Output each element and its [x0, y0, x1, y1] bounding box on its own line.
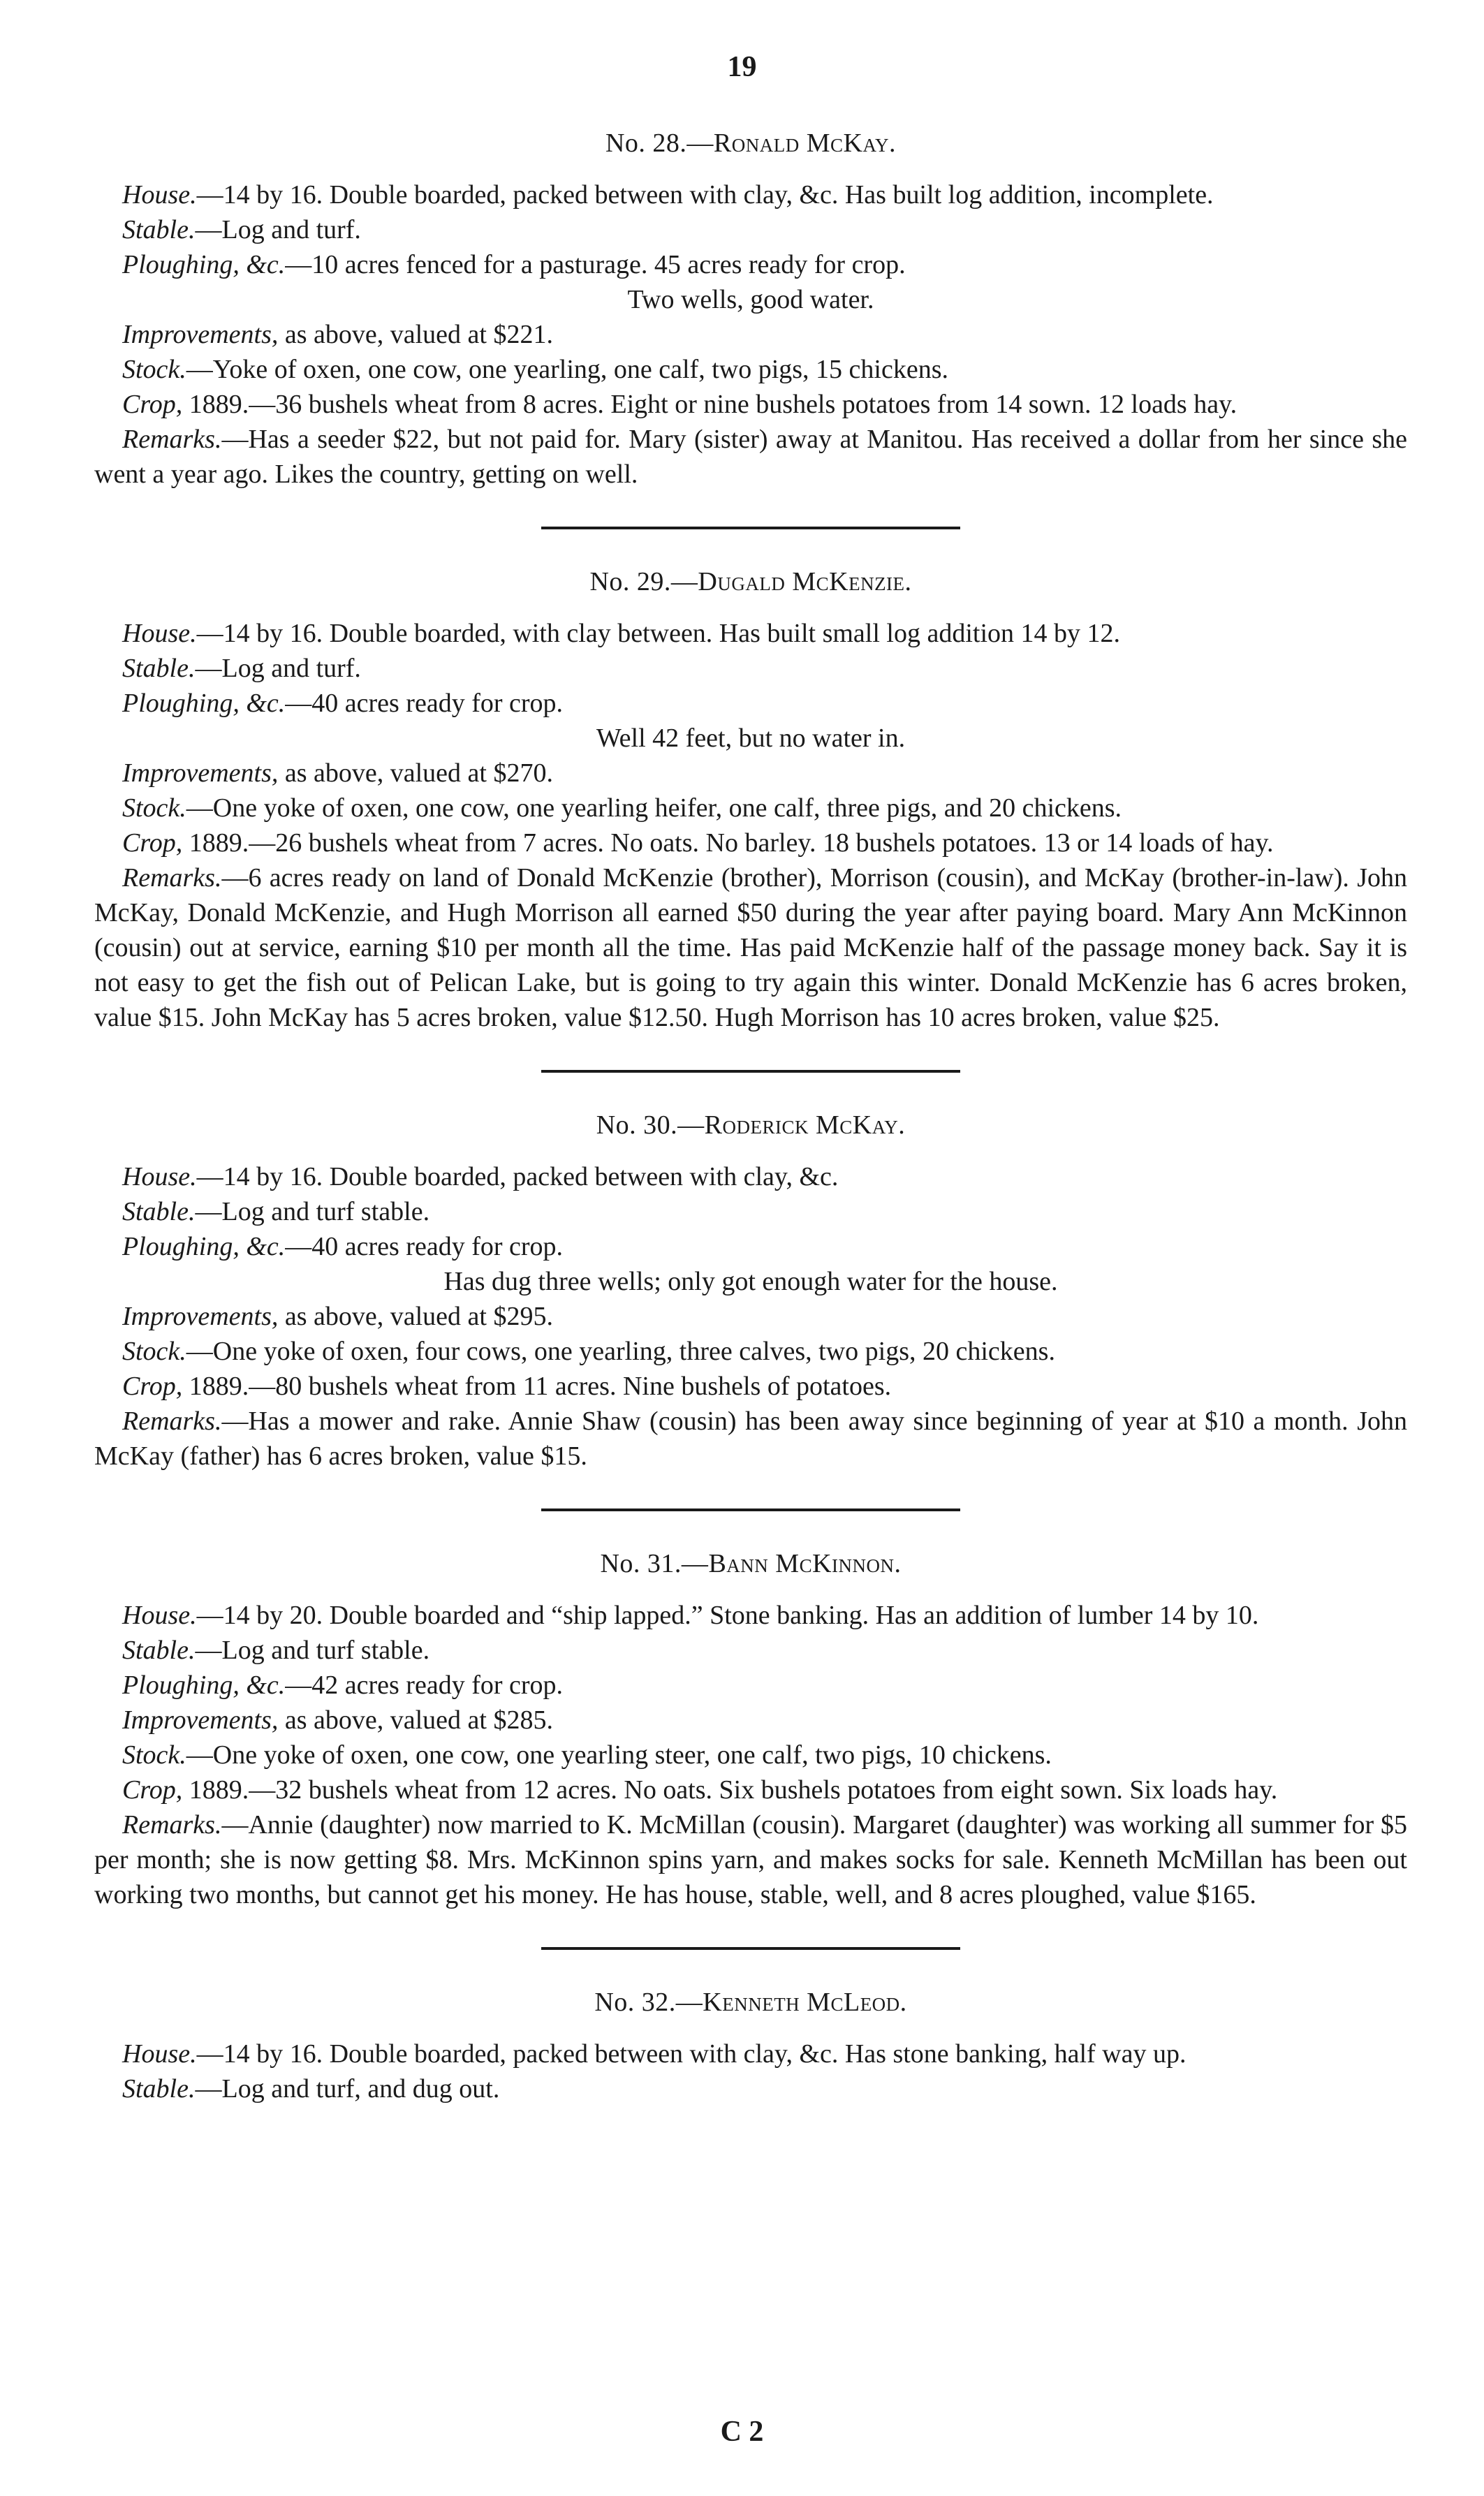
line-text: Well 42 feet, but no water in.: [596, 724, 906, 753]
line-text: —Annie (daughter) now married to K. McMillan (cousin). Margaret (daughter) was working all summer for $5 per month; she is now getting $8. Mrs. McKinnon spins yarn, and makes socks for sale. Kenneth McMillan has been out working two months, but cannot get his money. He has house, stable, well, and 8 acres ploughed, value $165.: [94, 1810, 1407, 1909]
entry-number: No. 30.—: [596, 1110, 705, 1140]
line-text: —One yoke of oxen, one cow, one yearling heifer, one calf, three pigs, and 20 chickens.: [186, 793, 1122, 823]
line-label: Stock.: [122, 355, 186, 384]
entry-line: [94, 247, 1407, 282]
line-label: Ploughing, &c.: [122, 1232, 286, 1261]
line-text: —Log and turf.: [195, 215, 361, 244]
page-number: 19: [727, 51, 757, 83]
entry-line: [94, 212, 1407, 247]
line-text: —Has a mower and rake. Annie Shaw (cousin) has been away since beginning of year at $10 a month. John McKay (father) has 6 acres broken, value $15.: [94, 1407, 1407, 1471]
line-text: —Log and turf stable.: [195, 1197, 430, 1226]
entry-line: [94, 1264, 1407, 1299]
entry-name: Kenneth McLeod.: [703, 1988, 907, 2017]
line-text: —Log and turf.: [195, 654, 361, 683]
line-text: —Has a seeder $22, but not paid for. Mary (sister) away at Manitou. Has received a dollar from her since she went a year ago. Likes the country, getting on well.: [94, 425, 1407, 489]
line-text: as above, valued at $295.: [278, 1302, 553, 1331]
line-text: —Yoke of oxen, one cow, one yearling, one calf, two pigs, 15 chickens.: [186, 355, 948, 384]
entry-heading: [94, 1985, 1407, 2020]
entry-line: [94, 1738, 1407, 1772]
entry-line: [94, 1772, 1407, 1807]
entry-line: [94, 1598, 1407, 1633]
line-text: Two wells, good water.: [627, 285, 874, 314]
line-text: —Log and turf, and dug out.: [195, 2074, 500, 2104]
entry-line: [94, 282, 1407, 317]
entry-line: [94, 1194, 1407, 1229]
line-label: Stable.: [122, 2074, 196, 2104]
line-label: Remarks.: [122, 863, 222, 893]
entry-name: Ronald McKay.: [713, 129, 897, 158]
line-text: Has dug three wells; only got enough water for the house.: [443, 1267, 1058, 1296]
entry-name: Dugald McKenzie.: [698, 567, 912, 596]
line-label: Stable.: [122, 215, 196, 244]
entry-line: [94, 791, 1407, 825]
entry-line: [94, 1369, 1407, 1404]
line-label: Remarks.: [122, 1407, 222, 1436]
line-label: Improvements,: [122, 320, 279, 349]
line-label: Ploughing, &c.: [122, 250, 286, 279]
line-label: Stock.: [122, 793, 186, 823]
line-text: —14 by 16. Double boarded, packed between with clay, &c.: [196, 1162, 839, 1191]
entry-line: [94, 1334, 1407, 1369]
line-text: —One yoke of oxen, one cow, one yearling steer, one calf, two pigs, 10 chickens.: [186, 1740, 1052, 1770]
line-label: Crop,: [122, 1372, 183, 1401]
line-text: 1889.—32 bushels wheat from 12 acres. No oats. Six bushels potatoes from eight sown. Six loads hay.: [182, 1775, 1278, 1805]
line-label: Crop,: [122, 1775, 183, 1805]
entry-section: [94, 564, 1407, 1035]
entry-line: [94, 1703, 1407, 1738]
entry-line: [94, 1807, 1407, 1912]
entry-section: [94, 1985, 1407, 2106]
footer-signature-mark: C 2: [720, 2416, 764, 2448]
line-text: —40 acres ready for crop.: [285, 689, 564, 718]
entry-line: [94, 1159, 1407, 1194]
entry-number: No. 29.—: [589, 567, 698, 596]
line-text: —Log and turf stable.: [195, 1636, 430, 1665]
entry-line: [94, 860, 1407, 1035]
line-label: Crop,: [122, 390, 183, 419]
line-label: Stable.: [122, 654, 196, 683]
entry-heading: [94, 1546, 1407, 1581]
entry-line: [94, 686, 1407, 721]
entry-line: [94, 422, 1407, 492]
line-text: —14 by 20. Double boarded and “ship lapped.” Stone banking. Has an addition of lumber 14 by 10.: [196, 1601, 1259, 1630]
entry-line: [94, 2036, 1407, 2071]
entry-heading: [94, 126, 1407, 161]
section-divider: [541, 527, 960, 529]
line-label: Stable.: [122, 1636, 196, 1665]
entry-heading: [94, 1108, 1407, 1143]
entry-line: [94, 616, 1407, 651]
entry-line: [94, 1633, 1407, 1668]
entry-name: Bann McKinnon.: [708, 1549, 902, 1578]
line-label: House.: [122, 180, 197, 210]
line-text: —6 acres ready on land of Donald McKenzie (brother), Morrison (cousin), and McKay (brother-in-law). John McKay, Donald McKenzie, and Hugh Morrison all earned $50 during the year after paying board. Mary Ann McKinnon (cousin) out at service, earning $10 per month all the time. Has paid McKenzie half of the passage money back. Say it is not easy to get the fish out of Pelican Lake, but is going to try again this winter. Donald McKenzie has 6 acres broken, value $15. John McKay has 5 acres broken, value $12.50. Hugh Morrison has 10 acres broken, value $25.: [94, 863, 1407, 1032]
line-label: Crop,: [122, 828, 183, 858]
line-label: Stock.: [122, 1740, 186, 1770]
line-label: Ploughing, &c.: [122, 689, 286, 718]
entry-line: [94, 1668, 1407, 1703]
entry-section: [94, 1108, 1407, 1474]
entry-number: No. 32.—: [594, 1988, 703, 2017]
line-text: as above, valued at $285.: [278, 1705, 553, 1735]
entry-name: Roderick McKay.: [704, 1110, 906, 1140]
entry-line: [94, 352, 1407, 387]
entries-body: [94, 126, 1407, 2106]
entry-line: [94, 651, 1407, 686]
line-text: —One yoke of oxen, four cows, one yearling, three calves, two pigs, 20 chickens.: [186, 1337, 1055, 1366]
line-text: —10 acres fenced for a pasturage. 45 acres ready for crop.: [285, 250, 906, 279]
entry-line: [94, 756, 1407, 791]
line-text: —14 by 16. Double boarded, packed between with clay, &c. Has built log addition, incomplete.: [196, 180, 1214, 210]
section-divider: [541, 1508, 960, 1511]
line-text: —14 by 16. Double boarded, with clay between. Has built small log addition 14 by 12.: [196, 619, 1121, 648]
entry-line: [94, 721, 1407, 756]
line-text: —40 acres ready for crop.: [285, 1232, 564, 1261]
line-label: Remarks.: [122, 425, 222, 454]
line-label: Ploughing, &c.: [122, 1671, 286, 1700]
line-text: 1889.—26 bushels wheat from 7 acres. No oats. No barley. 18 bushels potatoes. 13 or 14 loads of hay.: [182, 828, 1274, 858]
entry-number: No. 31.—: [600, 1549, 709, 1578]
line-text: 1889.—36 bushels wheat from 8 acres. Eight or nine bushels potatoes from 14 sown. 12 loads hay.: [182, 390, 1237, 419]
line-label: Improvements,: [122, 758, 279, 788]
line-label: Remarks.: [122, 1810, 222, 1840]
line-label: House.: [122, 1162, 197, 1191]
entry-line: [94, 1229, 1407, 1264]
line-label: House.: [122, 2039, 197, 2069]
entry-line: [94, 387, 1407, 422]
entry-line: [94, 1299, 1407, 1334]
line-label: House.: [122, 619, 197, 648]
entry-section: [94, 1546, 1407, 1912]
line-label: Stock.: [122, 1337, 186, 1366]
entry-number: No. 28.—: [605, 129, 714, 158]
line-label: Improvements,: [122, 1302, 279, 1331]
line-label: Stable.: [122, 1197, 196, 1226]
line-label: House.: [122, 1601, 197, 1630]
entry-line: [94, 317, 1407, 352]
line-text: —42 acres ready for crop.: [285, 1671, 564, 1700]
entry-section: [94, 126, 1407, 492]
line-text: as above, valued at $221.: [278, 320, 553, 349]
line-text: as above, valued at $270.: [278, 758, 553, 788]
entry-line: [94, 1404, 1407, 1474]
section-divider: [541, 1070, 960, 1073]
entry-line: [94, 2071, 1407, 2106]
line-label: Improvements,: [122, 1705, 279, 1735]
entry-heading: [94, 564, 1407, 599]
section-divider: [541, 1947, 960, 1950]
entry-line: [94, 177, 1407, 212]
line-text: 1889.—80 bushels wheat from 11 acres. Nine bushels of potatoes.: [182, 1372, 892, 1401]
line-text: —14 by 16. Double boarded, packed between with clay, &c. Has stone banking, half way up.: [196, 2039, 1187, 2069]
entry-line: [94, 825, 1407, 860]
